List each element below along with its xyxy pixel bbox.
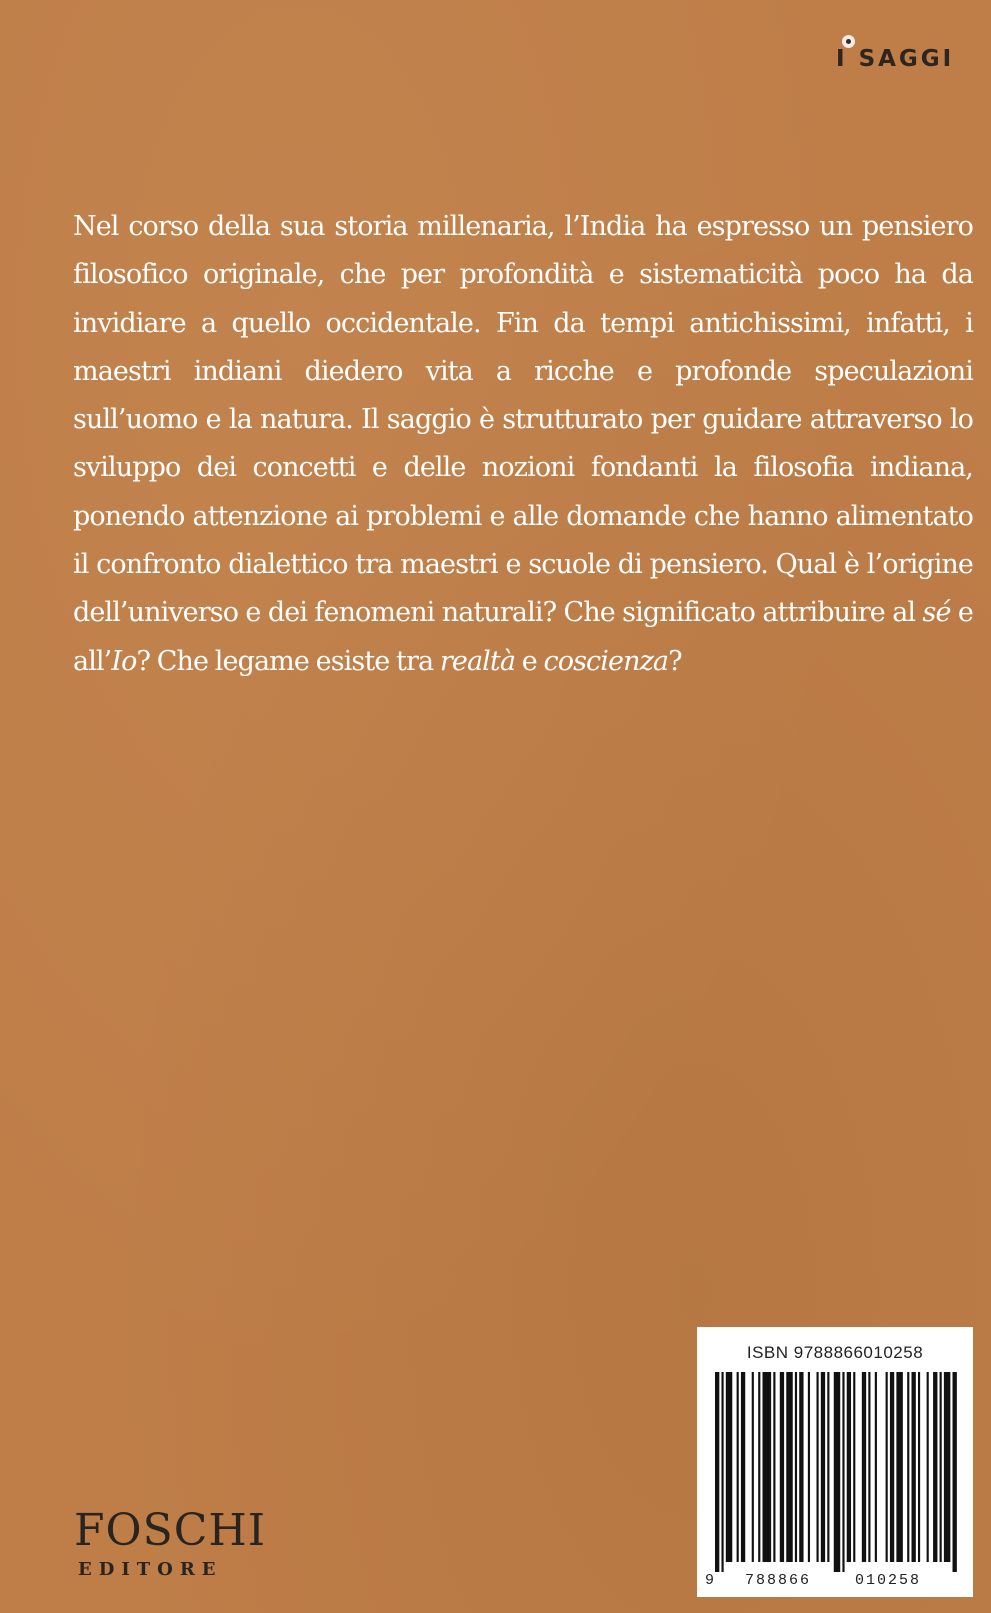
barcode-bar bbox=[912, 1372, 916, 1562]
barcode-bar bbox=[842, 1372, 844, 1572]
barcode-bar bbox=[827, 1372, 829, 1562]
barcode-bar bbox=[715, 1372, 719, 1572]
barcode-bar bbox=[773, 1372, 775, 1562]
barcode-bar bbox=[721, 1372, 723, 1572]
barcode-bar bbox=[875, 1372, 877, 1562]
blurb-paragraph bbox=[73, 203, 973, 686]
barcode-icon bbox=[715, 1372, 959, 1572]
publisher-name: FOSCHI bbox=[74, 1505, 267, 1556]
barcode-bar bbox=[927, 1372, 929, 1562]
barcode-bar bbox=[758, 1372, 760, 1562]
blurb-italic-realta: realtà bbox=[439, 645, 516, 677]
blurb-italic-se: sé bbox=[922, 597, 951, 629]
barcode-bar bbox=[780, 1372, 784, 1562]
barcode-bar bbox=[868, 1372, 870, 1562]
blurb-text bbox=[73, 203, 973, 686]
barcode-bar bbox=[918, 1372, 920, 1562]
barcode-bar bbox=[853, 1372, 855, 1562]
barcode-bar bbox=[821, 1372, 825, 1562]
barcode-bar bbox=[896, 1372, 902, 1562]
blurb-part-5: ? bbox=[668, 645, 682, 677]
barcode-bar bbox=[763, 1372, 772, 1562]
blurb-part-1: Nel corso della sua storia millenaria, l’India ha espresso un pensiero filosofico originale, che per profondità e sistematicità poco ha da invidiare a quello occidentale. Fin da tempi antichissimi, infatti, i maestri indiani diedero vita a ricche e profonde speculazioni sull’uomo e la natura. Il saggio è strutturato per guidare attraverso lo sviluppo dei concetti e delle nozioni fondanti la filosofia indiana, ponendo attenzione ai problemi e alle domande che hanno alimentato il confronto dialettico tra maestri e scuole di pensiero. Qual è l’origine dell’universo e dei fenomeni naturali? Che significato attribuire al bbox=[73, 211, 973, 629]
barcode-bar bbox=[944, 1372, 950, 1562]
series-logo bbox=[836, 30, 976, 80]
barcode-bar bbox=[808, 1372, 810, 1562]
publisher-subtitle: EDITORE bbox=[78, 1559, 223, 1580]
barcode-bar bbox=[799, 1372, 803, 1562]
blurb-part-4: e bbox=[515, 645, 544, 677]
barcode-bar bbox=[940, 1372, 942, 1562]
barcode-bar bbox=[886, 1372, 888, 1562]
blurb-italic-io: Io bbox=[111, 645, 137, 677]
barcode-bar bbox=[741, 1372, 745, 1562]
blurb-italic-coscienza: coscienza bbox=[543, 645, 669, 677]
blurb-part-3: ? Che legame esiste tra bbox=[136, 645, 440, 677]
barcode-bar bbox=[953, 1372, 957, 1572]
barcode-digit-first: 9 bbox=[705, 1572, 717, 1589]
barcode-bar bbox=[862, 1372, 866, 1562]
barcode-bar bbox=[907, 1372, 909, 1562]
barcode-bar bbox=[795, 1372, 797, 1562]
barcode-bar bbox=[834, 1372, 840, 1572]
barcode-digits-right: 010258 bbox=[855, 1572, 922, 1589]
barcode-bar bbox=[726, 1372, 732, 1562]
isbn-label: ISBN 9788866010258 bbox=[746, 1343, 924, 1362]
barcode-bar bbox=[816, 1372, 818, 1562]
barcode-bar bbox=[752, 1372, 754, 1562]
barcode-digits-left: 788866 bbox=[745, 1572, 812, 1589]
barcode-bar bbox=[933, 1372, 937, 1562]
barcode-bar bbox=[737, 1372, 739, 1562]
blurb-part-2: e all’ bbox=[73, 597, 973, 677]
barcode-bar bbox=[786, 1372, 792, 1562]
barcode-bar bbox=[847, 1372, 851, 1562]
series-name: I SAGGI bbox=[836, 46, 955, 72]
barcode-box bbox=[697, 1327, 973, 1597]
publisher-logo bbox=[74, 1505, 304, 1595]
barcode-bar bbox=[890, 1372, 894, 1562]
